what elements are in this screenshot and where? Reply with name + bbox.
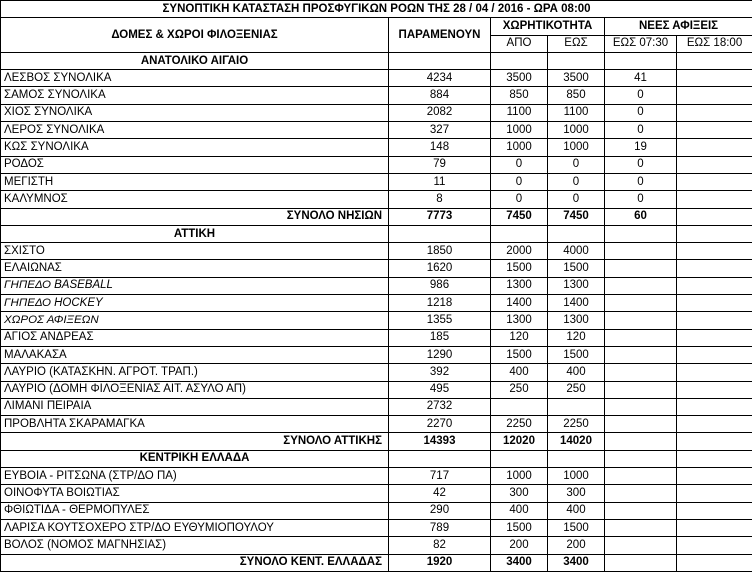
row-label: ΣΧΙΣΤΟ bbox=[1, 243, 389, 260]
cell-remaining: 148 bbox=[389, 139, 491, 156]
cell-remaining: 42 bbox=[389, 485, 491, 502]
cell-from: 0 bbox=[491, 156, 548, 173]
cell-remaining: 2270 bbox=[389, 416, 491, 433]
section-header-row bbox=[1, 52, 752, 69]
cell-to: 1500 bbox=[548, 346, 605, 363]
cell-from bbox=[491, 398, 548, 415]
section-name: ΑΤΤΙΚΗ bbox=[1, 225, 389, 242]
cell-to: 0 bbox=[548, 191, 605, 208]
cell-a1800 bbox=[677, 329, 752, 346]
cell-remaining: 1850 bbox=[389, 243, 491, 260]
cell-a1800 bbox=[677, 139, 752, 156]
cell-to: 0 bbox=[548, 173, 605, 190]
table-row bbox=[1, 104, 752, 121]
row-label: ΚΑΛΥΜΝΟΣ bbox=[1, 191, 389, 208]
total-a1800 bbox=[677, 433, 752, 450]
cell-a1800 bbox=[677, 398, 752, 415]
cell-remaining: 11 bbox=[389, 173, 491, 190]
cell-from: 1000 bbox=[491, 468, 548, 485]
cell-from: 200 bbox=[491, 537, 548, 554]
cell-a0730 bbox=[605, 381, 677, 398]
row-label: ΕΥΒΟΙΑ - ΡΙΤΣΩΝΑ (ΣΤΡ/ΔΟ ΠΑ) bbox=[1, 468, 389, 485]
total-remaining: 14393 bbox=[389, 433, 491, 450]
cell-to: 1300 bbox=[548, 277, 605, 294]
cell-from: 2250 bbox=[491, 416, 548, 433]
total-to: 3400 bbox=[548, 554, 605, 571]
cell-remaining: 290 bbox=[389, 502, 491, 519]
empty-cell bbox=[605, 450, 677, 467]
section-header-row bbox=[1, 225, 752, 242]
total-row bbox=[1, 208, 752, 225]
cell-a1800 bbox=[677, 104, 752, 121]
cell-a1800 bbox=[677, 277, 752, 294]
row-label: ΣΑΜΟΣ ΣΥΝΟΛΙΚΑ bbox=[1, 87, 389, 104]
row-label: ΛΑΥΡΙΟ (ΔΟΜΗ ΦΙΛΟΞΕΝΙΑΣ ΑΙΤ. ΑΣΥΛΟ ΑΠ) bbox=[1, 381, 389, 398]
total-to: 7450 bbox=[548, 208, 605, 225]
cell-a1800 bbox=[677, 122, 752, 139]
empty-cell bbox=[605, 52, 677, 69]
table-row bbox=[1, 139, 752, 156]
header-new-arrivals: ΝΕΕΣ ΑΦΙΞΕΙΣ bbox=[605, 18, 752, 35]
cell-remaining: 82 bbox=[389, 537, 491, 554]
cell-a1800 bbox=[677, 312, 752, 329]
cell-from: 1400 bbox=[491, 295, 548, 312]
cell-to: 1000 bbox=[548, 122, 605, 139]
total-from: 12020 bbox=[491, 433, 548, 450]
row-label: ΛΕΣΒΟΣ ΣΥΝΟΛΙΚΑ bbox=[1, 70, 389, 87]
cell-to: 4000 bbox=[548, 243, 605, 260]
table-row bbox=[1, 243, 752, 260]
cell-a0730: 41 bbox=[605, 70, 677, 87]
cell-a1800 bbox=[677, 485, 752, 502]
header-from: ΑΠΟ bbox=[491, 35, 548, 52]
cell-remaining: 8 bbox=[389, 191, 491, 208]
cell-to: 1100 bbox=[548, 104, 605, 121]
cell-a1800 bbox=[677, 364, 752, 381]
row-label: ΚΩΣ ΣΥΝΟΛΙΚΑ bbox=[1, 139, 389, 156]
cell-a0730 bbox=[605, 295, 677, 312]
cell-a0730 bbox=[605, 312, 677, 329]
cell-from: 1500 bbox=[491, 260, 548, 277]
empty-cell bbox=[548, 225, 605, 242]
row-label: ΕΛΑΙΩΝΑΣ bbox=[1, 260, 389, 277]
empty-cell bbox=[491, 52, 548, 69]
cell-from: 1000 bbox=[491, 139, 548, 156]
cell-remaining: 185 bbox=[389, 329, 491, 346]
cell-a1800 bbox=[677, 243, 752, 260]
total-from: 7450 bbox=[491, 208, 548, 225]
cell-a0730: 0 bbox=[605, 122, 677, 139]
cell-a0730 bbox=[605, 416, 677, 433]
row-label: ΟΙΝΟΦΥΤΑ ΒΟΙΩΤΙΑΣ bbox=[1, 485, 389, 502]
table-row bbox=[1, 329, 752, 346]
row-label: ΛΕΡΟΣ ΣΥΝΟΛΙΚΑ bbox=[1, 122, 389, 139]
table-row bbox=[1, 191, 752, 208]
row-label: ΛΑΡΙΣΑ ΚΟΥΤΣΟΧΕΡΟ ΣΤΡ/ΔΟ ΕΥΘΥΜΙΟΠΟΥΛΟΥ bbox=[1, 519, 389, 536]
row-label: ΓΗΠΕΔΟ HOCKEY bbox=[1, 295, 389, 312]
cell-remaining: 986 bbox=[389, 277, 491, 294]
table-body bbox=[1, 52, 752, 571]
header-structures: ΔΟΜΕΣ & ΧΩΡΟΙ ΦΙΛΟΞΕΝΙΑΣ bbox=[1, 18, 389, 53]
empty-cell bbox=[548, 450, 605, 467]
cell-from: 1100 bbox=[491, 104, 548, 121]
cell-a0730: 0 bbox=[605, 87, 677, 104]
total-label: ΣΥΝΟΛΟ ΚΕΝΤ. ΕΛΛΑΔΑΣ bbox=[1, 554, 389, 571]
empty-cell bbox=[677, 52, 752, 69]
cell-from: 400 bbox=[491, 502, 548, 519]
cell-to: 400 bbox=[548, 364, 605, 381]
row-label: ΛΑΥΡΙΟ (ΚΑΤΑΣΚΗΝ. ΑΓΡΟΤ. ΤΡΑΠ.) bbox=[1, 364, 389, 381]
cell-a0730 bbox=[605, 519, 677, 536]
empty-cell bbox=[605, 225, 677, 242]
header-remaining: ΠΑΡΑΜΕΝΟΥΝ bbox=[389, 18, 491, 53]
cell-remaining: 1620 bbox=[389, 260, 491, 277]
row-label: ΜΑΛΑΚΑΣΑ bbox=[1, 346, 389, 363]
row-label: ΛΙΜΑΝΙ ΠΕΙΡΑΙΑ bbox=[1, 398, 389, 415]
cell-to bbox=[548, 398, 605, 415]
cell-a0730 bbox=[605, 502, 677, 519]
table-title: ΣΥΝΟΠΤΙΚΗ ΚΑΤΑΣΤΑΣΗ ΠΡΟΣΦΥΓΙΚΩΝ ΡΟΩΝ ΤΗΣ 28 / 04 / 2016 - ΩΡΑ 08:00 bbox=[1, 1, 752, 18]
cell-to: 300 bbox=[548, 485, 605, 502]
empty-cell bbox=[389, 52, 491, 69]
cell-remaining: 1218 bbox=[389, 295, 491, 312]
cell-from: 1500 bbox=[491, 346, 548, 363]
cell-a0730 bbox=[605, 468, 677, 485]
table-row bbox=[1, 381, 752, 398]
cell-to: 1000 bbox=[548, 468, 605, 485]
total-a1800 bbox=[677, 208, 752, 225]
cell-a1800 bbox=[677, 173, 752, 190]
empty-cell bbox=[491, 225, 548, 242]
cell-to: 1300 bbox=[548, 312, 605, 329]
table-row bbox=[1, 468, 752, 485]
cell-a0730: 19 bbox=[605, 139, 677, 156]
cell-a0730: 0 bbox=[605, 191, 677, 208]
table-row bbox=[1, 364, 752, 381]
cell-a1800 bbox=[677, 295, 752, 312]
row-label: ΓΗΠΕΔΟ BASEBALL bbox=[1, 277, 389, 294]
cell-a0730 bbox=[605, 364, 677, 381]
row-label: ΧΩΡΟΣ ΑΦΙΞΕΩΝ bbox=[1, 312, 389, 329]
cell-to: 2250 bbox=[548, 416, 605, 433]
total-a0730: 60 bbox=[605, 208, 677, 225]
cell-to: 1500 bbox=[548, 519, 605, 536]
table-row bbox=[1, 519, 752, 536]
header-capacity: ΧΩΡΗΤΙΚΟΤΗΤΑ bbox=[491, 18, 605, 35]
table-row bbox=[1, 156, 752, 173]
total-to: 14020 bbox=[548, 433, 605, 450]
table-row bbox=[1, 295, 752, 312]
table-row bbox=[1, 70, 752, 87]
cell-remaining: 1355 bbox=[389, 312, 491, 329]
row-label: ΜΕΓΙΣΤΗ bbox=[1, 173, 389, 190]
empty-cell bbox=[389, 450, 491, 467]
empty-cell bbox=[491, 450, 548, 467]
cell-from: 250 bbox=[491, 381, 548, 398]
cell-a1800 bbox=[677, 70, 752, 87]
cell-a1800 bbox=[677, 381, 752, 398]
cell-remaining: 884 bbox=[389, 87, 491, 104]
cell-a0730 bbox=[605, 277, 677, 294]
table-row bbox=[1, 122, 752, 139]
table-row bbox=[1, 502, 752, 519]
total-a0730 bbox=[605, 554, 677, 571]
table-row bbox=[1, 398, 752, 415]
cell-remaining: 495 bbox=[389, 381, 491, 398]
cell-to: 1400 bbox=[548, 295, 605, 312]
empty-cell bbox=[389, 225, 491, 242]
cell-to: 250 bbox=[548, 381, 605, 398]
row-label: ΒΟΛΟΣ (ΝΟΜΟΣ ΜΑΓΝΗΣΙΑΣ) bbox=[1, 537, 389, 554]
cell-a0730: 0 bbox=[605, 173, 677, 190]
cell-a1800 bbox=[677, 191, 752, 208]
cell-a1800 bbox=[677, 502, 752, 519]
section-header-row bbox=[1, 450, 752, 467]
cell-remaining: 1290 bbox=[389, 346, 491, 363]
header-until-1800: ΕΩΣ 18:00 bbox=[677, 35, 752, 52]
total-a1800 bbox=[677, 554, 752, 571]
total-remaining: 1920 bbox=[389, 554, 491, 571]
table-row bbox=[1, 260, 752, 277]
cell-to: 1000 bbox=[548, 139, 605, 156]
row-label: ΑΓΙΟΣ ΑΝΔΡΕΑΣ bbox=[1, 329, 389, 346]
total-from: 3400 bbox=[491, 554, 548, 571]
cell-a1800 bbox=[677, 87, 752, 104]
cell-remaining: 4234 bbox=[389, 70, 491, 87]
cell-a1800 bbox=[677, 156, 752, 173]
table-row bbox=[1, 87, 752, 104]
cell-from: 1300 bbox=[491, 312, 548, 329]
cell-a1800 bbox=[677, 260, 752, 277]
row-label: ΡΟΔΟΣ bbox=[1, 156, 389, 173]
table-row bbox=[1, 173, 752, 190]
cell-a0730 bbox=[605, 398, 677, 415]
cell-a0730 bbox=[605, 485, 677, 502]
cell-a0730 bbox=[605, 346, 677, 363]
table-row bbox=[1, 277, 752, 294]
cell-remaining: 2082 bbox=[389, 104, 491, 121]
cell-remaining: 392 bbox=[389, 364, 491, 381]
cell-from: 300 bbox=[491, 485, 548, 502]
section-name: ΑΝΑΤΟΛΙΚΟ ΑΙΓΑΙΟ bbox=[1, 52, 389, 69]
cell-a1800 bbox=[677, 468, 752, 485]
total-remaining: 7773 bbox=[389, 208, 491, 225]
row-label: ΧΙΟΣ ΣΥΝΟΛΙΚΑ bbox=[1, 104, 389, 121]
table-row bbox=[1, 416, 752, 433]
cell-remaining: 717 bbox=[389, 468, 491, 485]
cell-a1800 bbox=[677, 519, 752, 536]
cell-from: 850 bbox=[491, 87, 548, 104]
header-until-0730: ΕΩΣ 07:30 bbox=[605, 35, 677, 52]
cell-remaining: 79 bbox=[389, 156, 491, 173]
cell-a1800 bbox=[677, 537, 752, 554]
total-row bbox=[1, 433, 752, 450]
cell-to: 120 bbox=[548, 329, 605, 346]
table-row bbox=[1, 537, 752, 554]
cell-from: 1500 bbox=[491, 519, 548, 536]
cell-to: 850 bbox=[548, 87, 605, 104]
table-row bbox=[1, 312, 752, 329]
cell-to: 0 bbox=[548, 156, 605, 173]
total-label: ΣΥΝΟΛΟ ΝΗΣΙΩΝ bbox=[1, 208, 389, 225]
cell-remaining: 327 bbox=[389, 122, 491, 139]
total-label: ΣΥΝΟΛΟ ΑΤΤΙΚΗΣ bbox=[1, 433, 389, 450]
cell-a0730: 0 bbox=[605, 156, 677, 173]
cell-to: 200 bbox=[548, 537, 605, 554]
cell-remaining: 2732 bbox=[389, 398, 491, 415]
empty-cell bbox=[677, 225, 752, 242]
cell-from: 400 bbox=[491, 364, 548, 381]
cell-a0730 bbox=[605, 537, 677, 554]
cell-from: 120 bbox=[491, 329, 548, 346]
cell-to: 1500 bbox=[548, 260, 605, 277]
section-name: ΚΕΝΤΡΙΚΗ ΕΛΛΑΔΑ bbox=[1, 450, 389, 467]
cell-remaining: 789 bbox=[389, 519, 491, 536]
cell-from: 3500 bbox=[491, 70, 548, 87]
cell-a1800 bbox=[677, 346, 752, 363]
cell-from: 1000 bbox=[491, 122, 548, 139]
header-to: ΕΩΣ bbox=[548, 35, 605, 52]
table-row bbox=[1, 346, 752, 363]
cell-a0730 bbox=[605, 260, 677, 277]
cell-a0730: 0 bbox=[605, 104, 677, 121]
cell-to: 3500 bbox=[548, 70, 605, 87]
total-row bbox=[1, 554, 752, 571]
cell-from: 2000 bbox=[491, 243, 548, 260]
row-label: ΠΡΟΒΛΗΤΑ ΣΚΑΡΑΜΑΓΚΑ bbox=[1, 416, 389, 433]
cell-a1800 bbox=[677, 416, 752, 433]
cell-from: 0 bbox=[491, 191, 548, 208]
cell-a0730 bbox=[605, 329, 677, 346]
row-label: ΦΘΙΩΤΙΔΑ - ΘΕΡΜΟΠΥΛΕΣ bbox=[1, 502, 389, 519]
total-a0730 bbox=[605, 433, 677, 450]
cell-from: 0 bbox=[491, 173, 548, 190]
empty-cell bbox=[548, 52, 605, 69]
cell-to: 400 bbox=[548, 502, 605, 519]
cell-from: 1300 bbox=[491, 277, 548, 294]
table-row bbox=[1, 485, 752, 502]
empty-cell bbox=[677, 450, 752, 467]
cell-a0730 bbox=[605, 243, 677, 260]
